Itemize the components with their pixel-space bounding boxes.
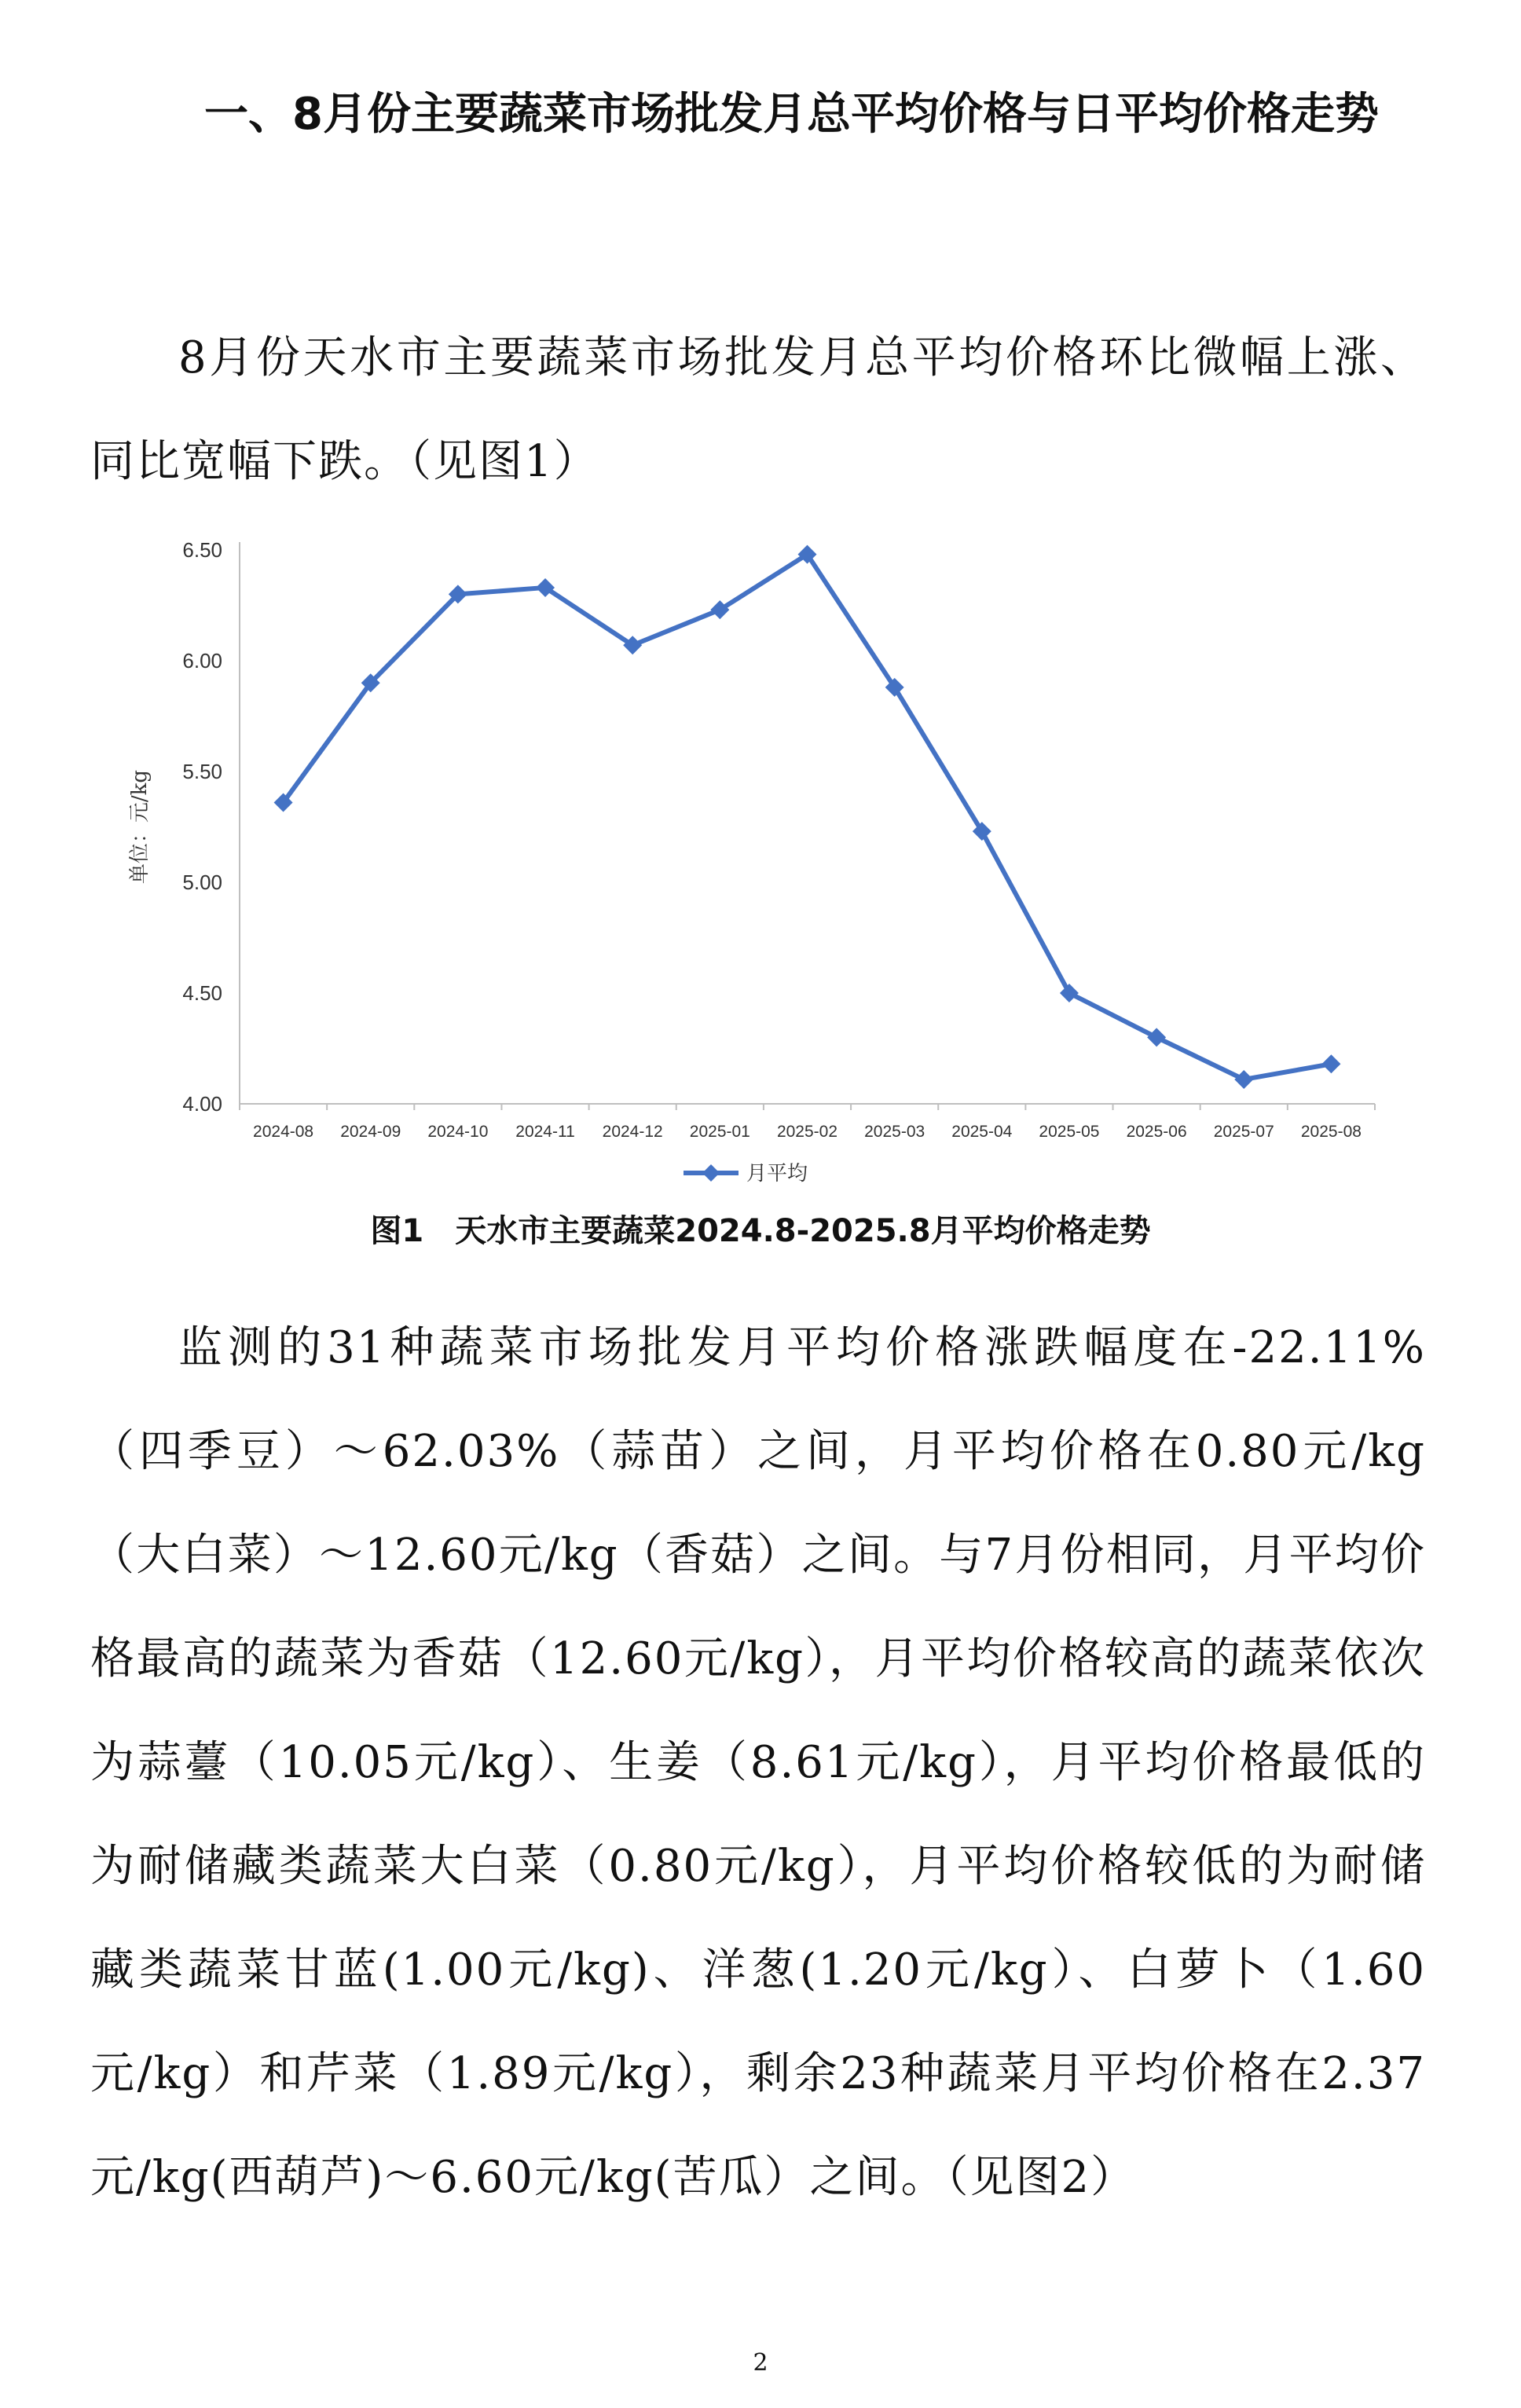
x-tick-label: 2025-01 <box>689 1123 750 1141</box>
data-point-marker <box>1234 1070 1253 1089</box>
body-paragraph: 监测的31种蔬菜市场批发月平均价格涨跌幅度在-22.11%（四季豆）～62.03%（蒜苗）之间，月平均价格在0.80元/kg（大白菜）～12.60元/kg（香菇）之间。与7月份相同，月平均价格最高的蔬菜为香菇（12.60元/kg），月平均价格较高的蔬菜依次为蒜薹（10.05元/kg）、生姜（8.61元/kg），月平均价格最低的为耐储藏类蔬菜大白菜（0.80元/kg），月平均价格较低的为耐储藏类蔬菜甘蓝(1.00元/kg)、洋葱(1.20元/kg）、白萝卜（1.60元/kg）和芹菜（1.89元/kg），剩余23种蔬菜月平均价格在2.37元/kg(西葫芦)～6.60元/kg(苦瓜）之间。（见图2） <box>90 1322 1426 2203</box>
line-chart <box>118 526 1391 1186</box>
chart-series <box>274 545 1341 1089</box>
data-point-marker <box>1147 1028 1166 1046</box>
chart-axes <box>240 542 1375 1110</box>
x-tick-label: 2024-09 <box>340 1123 401 1141</box>
x-tick-label: 2024-12 <box>602 1123 663 1141</box>
legend-label: 月平均 <box>746 1162 808 1186</box>
x-tick-label: 2025-07 <box>1213 1123 1274 1141</box>
figure-caption: 图1 天水市主要蔬菜2024.8-2025.8月平均价格走势 <box>370 1213 1151 1249</box>
x-tick-label: 2025-06 <box>1126 1123 1187 1141</box>
series-line <box>284 555 1332 1079</box>
x-tick-label: 2024-11 <box>515 1123 575 1141</box>
x-tick-label: 2024-10 <box>427 1123 489 1141</box>
chart-ticks <box>128 538 1362 1141</box>
intro-paragraph: 8月份天水市主要蔬菜市场批发月总平均价格环比微幅上涨、同比宽幅下跌。（见图1） <box>90 332 1426 487</box>
y-tick-label: 6.50 <box>182 538 222 562</box>
y-axis-title: 单位：元/kg <box>128 769 152 885</box>
data-point-marker <box>1321 1054 1340 1073</box>
x-tick-label: 2025-05 <box>1039 1123 1100 1141</box>
legend-marker <box>702 1164 720 1182</box>
x-tick-label: 2025-08 <box>1300 1123 1362 1141</box>
data-point-marker <box>1060 984 1079 1002</box>
y-tick-label: 6.00 <box>182 649 222 673</box>
section-heading: 一、8月份主要蔬菜市场批发月总平均价格与日平均价格走势 <box>204 89 1379 140</box>
y-tick-label: 4.00 <box>182 1092 222 1116</box>
x-tick-label: 2025-02 <box>776 1123 838 1141</box>
chart-legend <box>684 1162 808 1186</box>
x-tick-label: 2024-08 <box>253 1123 314 1141</box>
y-tick-label: 4.50 <box>182 981 222 1005</box>
y-tick-label: 5.00 <box>182 870 222 894</box>
page-number: 2 <box>753 2349 768 2377</box>
y-tick-label: 5.50 <box>182 760 222 783</box>
x-tick-label: 2025-03 <box>864 1123 925 1141</box>
x-tick-label: 2025-04 <box>951 1123 1013 1141</box>
